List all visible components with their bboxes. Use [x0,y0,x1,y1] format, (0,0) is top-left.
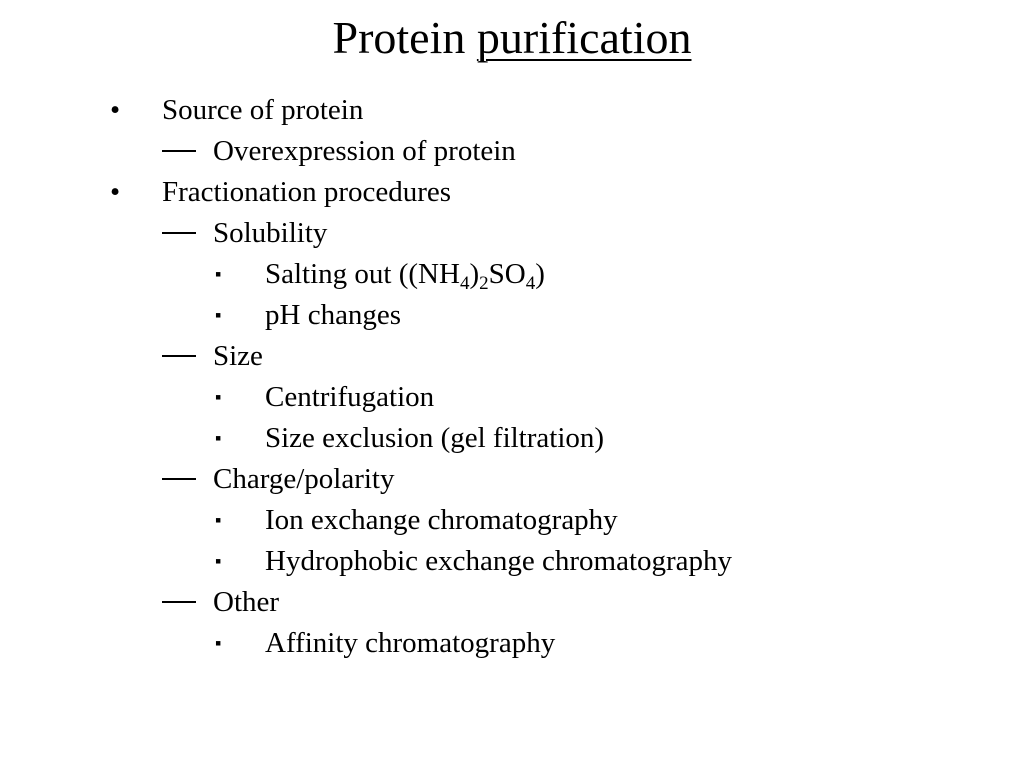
dash-line [162,601,196,603]
outline-item-level-2 [0,213,1024,254]
bullet-marker: • [110,176,121,208]
square-bullet-marker: ▪ [215,428,222,448]
outline-item-text: pH changes [265,299,402,331]
square-bullet-marker: ▪ [215,551,222,571]
outline-item-text: Size exclusion (gel filtration) [265,422,605,454]
dash-marker [162,213,196,254]
dash-line [162,355,196,357]
square-bullet-marker: ▪ [215,387,222,407]
outline-item-level-3 [0,377,1024,418]
outline-item-level-1 [0,172,1024,213]
outline-item-text: Overexpression of protein [213,135,516,167]
subscript: 2 [479,273,489,294]
dash-marker [162,336,196,377]
outline-item-text: Charge/polarity [213,463,395,495]
slide-title [0,8,1024,68]
dash-marker [162,582,196,623]
outline-item-text: Fractionation procedures [162,176,452,208]
dash-marker [162,131,196,172]
outline-item-level-2 [0,336,1024,377]
bullet-marker: • [110,94,121,126]
outline-item-level-3 [0,418,1024,459]
outline-item-text: Ion exchange chromatography [265,504,618,536]
outline-item-text: Centrifugation [265,381,435,413]
square-bullet-marker: ▪ [215,305,222,325]
dash-line [162,232,196,234]
outline-item-level-2 [0,131,1024,172]
bullet-outline [0,90,1024,664]
subscript: 4 [525,273,536,294]
outline-item-text: Affinity chromatography [265,627,556,659]
outline-item-level-3 [0,623,1024,664]
title-underlined-text: purification [476,12,692,63]
square-bullet-marker: ▪ [215,264,222,284]
outline-item-text: Other [213,586,280,618]
subscript: 4 [459,273,470,294]
outline-item-level-1 [0,90,1024,131]
outline-item-text: Hydrophobic exchange chromatography [265,545,733,577]
dash-marker [162,459,196,500]
outline-item-text: Salting out $((NH_4)_2SO_4)$ [265,258,545,294]
outline-item-level-2 [0,459,1024,500]
outline-item-text: Source of protein [162,94,364,126]
square-bullet-marker: ▪ [215,633,222,653]
outline-item-level-3 [0,295,1024,336]
dash-line [162,478,196,480]
outline-item-level-3 [0,254,1024,295]
outline-item-level-3 [0,500,1024,541]
outline-item-text: Solubility [213,217,328,249]
outline-item-text: Size [213,340,263,372]
outline-item-level-3 [0,541,1024,582]
outline-item-level-2 [0,582,1024,623]
square-bullet-marker: ▪ [215,510,222,530]
title-plain-text: Protein [332,12,477,63]
dash-line [162,150,196,152]
